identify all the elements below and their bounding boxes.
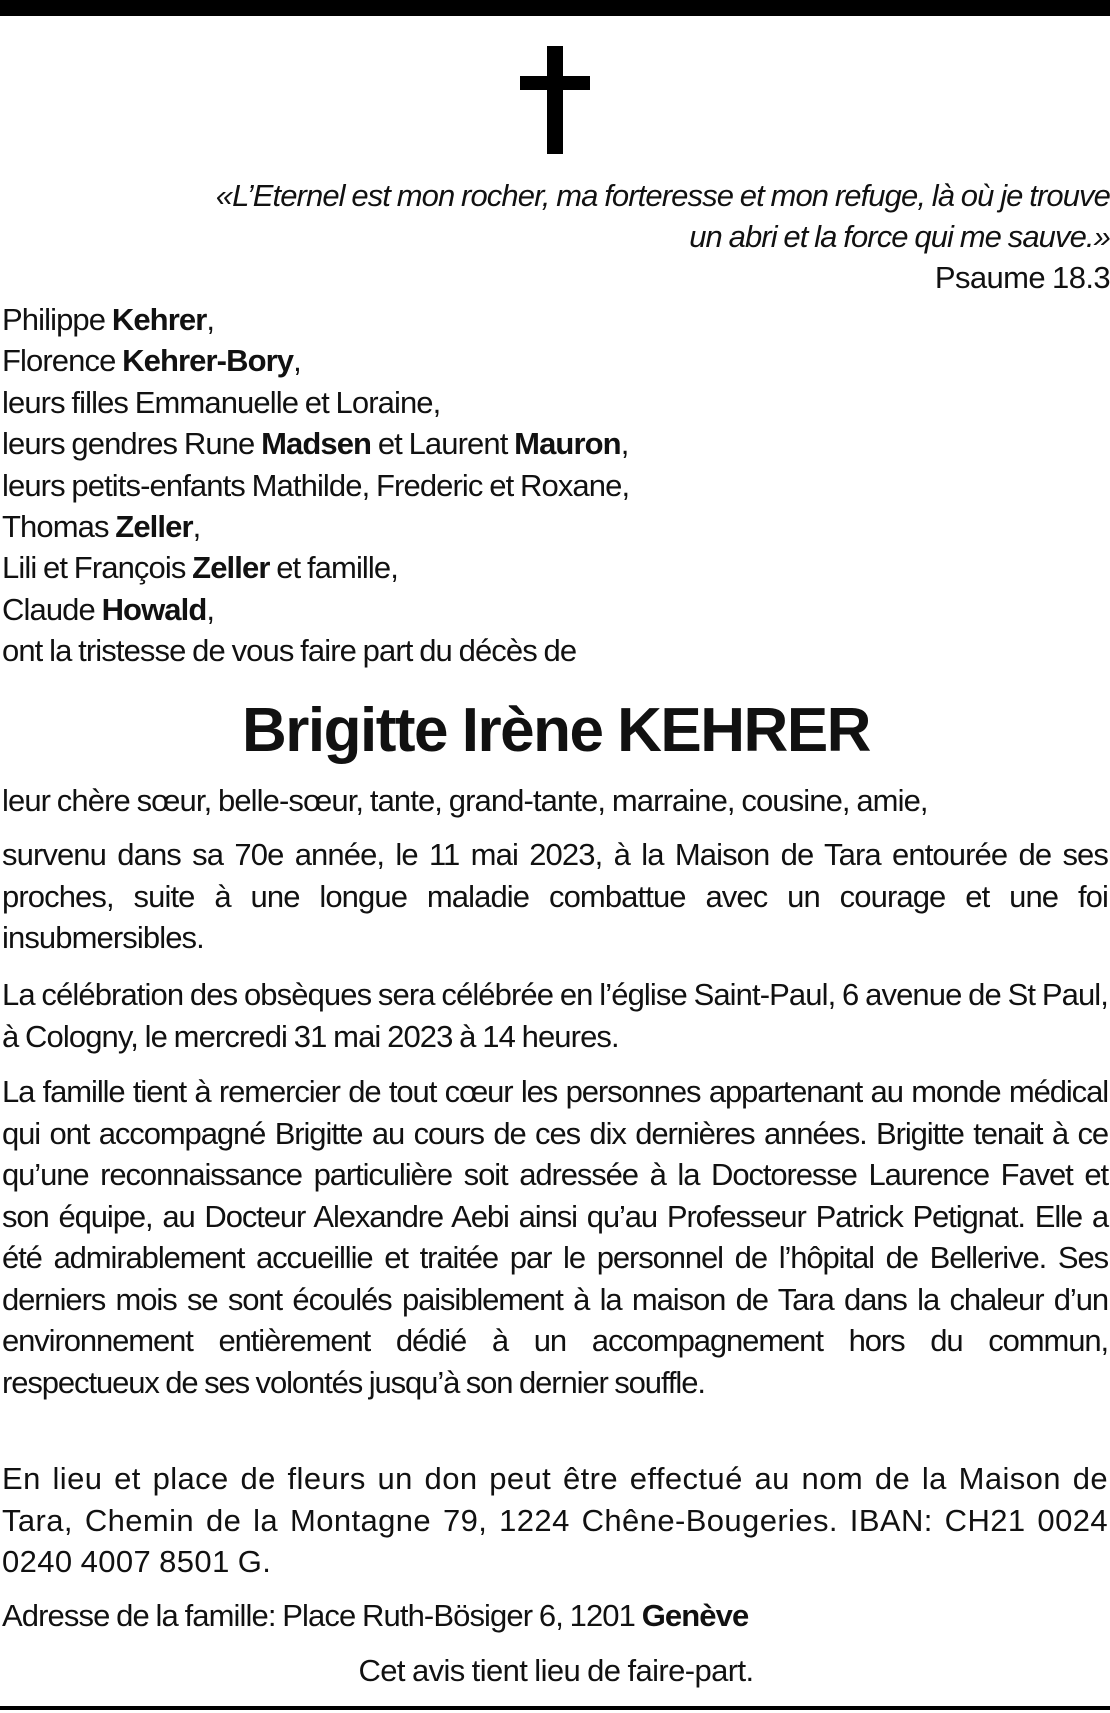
family-line: Philippe Kehrer, — [2, 302, 215, 337]
quote-line-1: «L’Eternel est mon rocher, ma forteresse et mon refuge, là où je trouve — [215, 178, 1110, 213]
family-line: Thomas Zeller, — [2, 509, 201, 545]
relation-paragraph: leur chère sœur, belle-sœur, tante, grand-tante, marraine, cousine, amie, — [2, 783, 928, 818]
family-line: leurs gendres Rune Madsen et Laurent Mauron, — [2, 426, 629, 462]
announcement-line: ont la tristesse de vous faire part du décès de — [2, 633, 577, 669]
family-line: leurs petits-enfants Mathilde, Frederic et Roxane, — [2, 467, 630, 503]
family-line: Florence Kehrer-Bory, — [2, 343, 301, 379]
bottom-rule — [0, 1706, 1110, 1710]
deceased-name: Brigitte Irène KEHRER — [242, 696, 870, 765]
quote-reference: Psaume 18.3 — [934, 260, 1110, 295]
ceremony-paragraph: La célébration des obsèques sera célébrée en l’église Saint-Paul, 6 avenue de St Paul, à Cologny, le mercredi 31 mai 2023 à 14 heures. — [2, 977, 1108, 1054]
family-line: Claude Howald, — [2, 591, 215, 627]
family-line: leurs filles Emmanuelle et Loraine, — [2, 384, 441, 420]
bible-quote — [110, 175, 1110, 257]
latin-cross-icon — [520, 46, 590, 154]
family-line: Lili et François Zeller et famille, — [2, 550, 398, 586]
top-rule — [0, 0, 1110, 16]
family-list — [2, 299, 1102, 672]
donation-paragraph: En lieu et place de fleurs un don peut être effectué au nom de la Maison de Tara, Chemin de la Montagne 79, 1224 Chêne-Bougeries. IBAN: CH21 0024 0240 4007 8501 G. — [2, 1461, 1108, 1579]
quote-line-2: un abri et la force qui me sauve.» — [689, 219, 1110, 254]
family-address: Adresse de la famille: Place Ruth-Bösiger 6, 1201 Genève — [2, 1598, 749, 1633]
death-paragraph: survenu dans sa 70e année, le 11 mai 2023, à la Maison de Tara entourée de ses proches, suite à une longue maladie combattue avec un courage et une foi insubmersibles. — [2, 837, 1108, 955]
footer-note: Cet avis tient lieu de faire-part. — [358, 1653, 754, 1688]
thanks-paragraph: La famille tient à remercier de tout cœur les personnes appartenant au monde médical qui ont accompagné Brigitte au cours de ces dix dernières années. Brigitte tenait à ce qu’une reconnaissance particulière soit adressée à la Doctoresse Laurence Favet et son équipe, au Docteur Alexandre Aebi ainsi qu’au Professeur Patrick Petignat. Elle a été admirablement accueillie et traitée par le personnel de l’hôpital de Bellerive. Ses derniers mois se sont écoulés paisiblement à la maison de Tara dans la chaleur d’un environnement entièrement dédié à un accompagnement hors du commun, respectueux de ses volontés jusqu’à son dernier souffle. — [2, 1074, 1108, 1400]
